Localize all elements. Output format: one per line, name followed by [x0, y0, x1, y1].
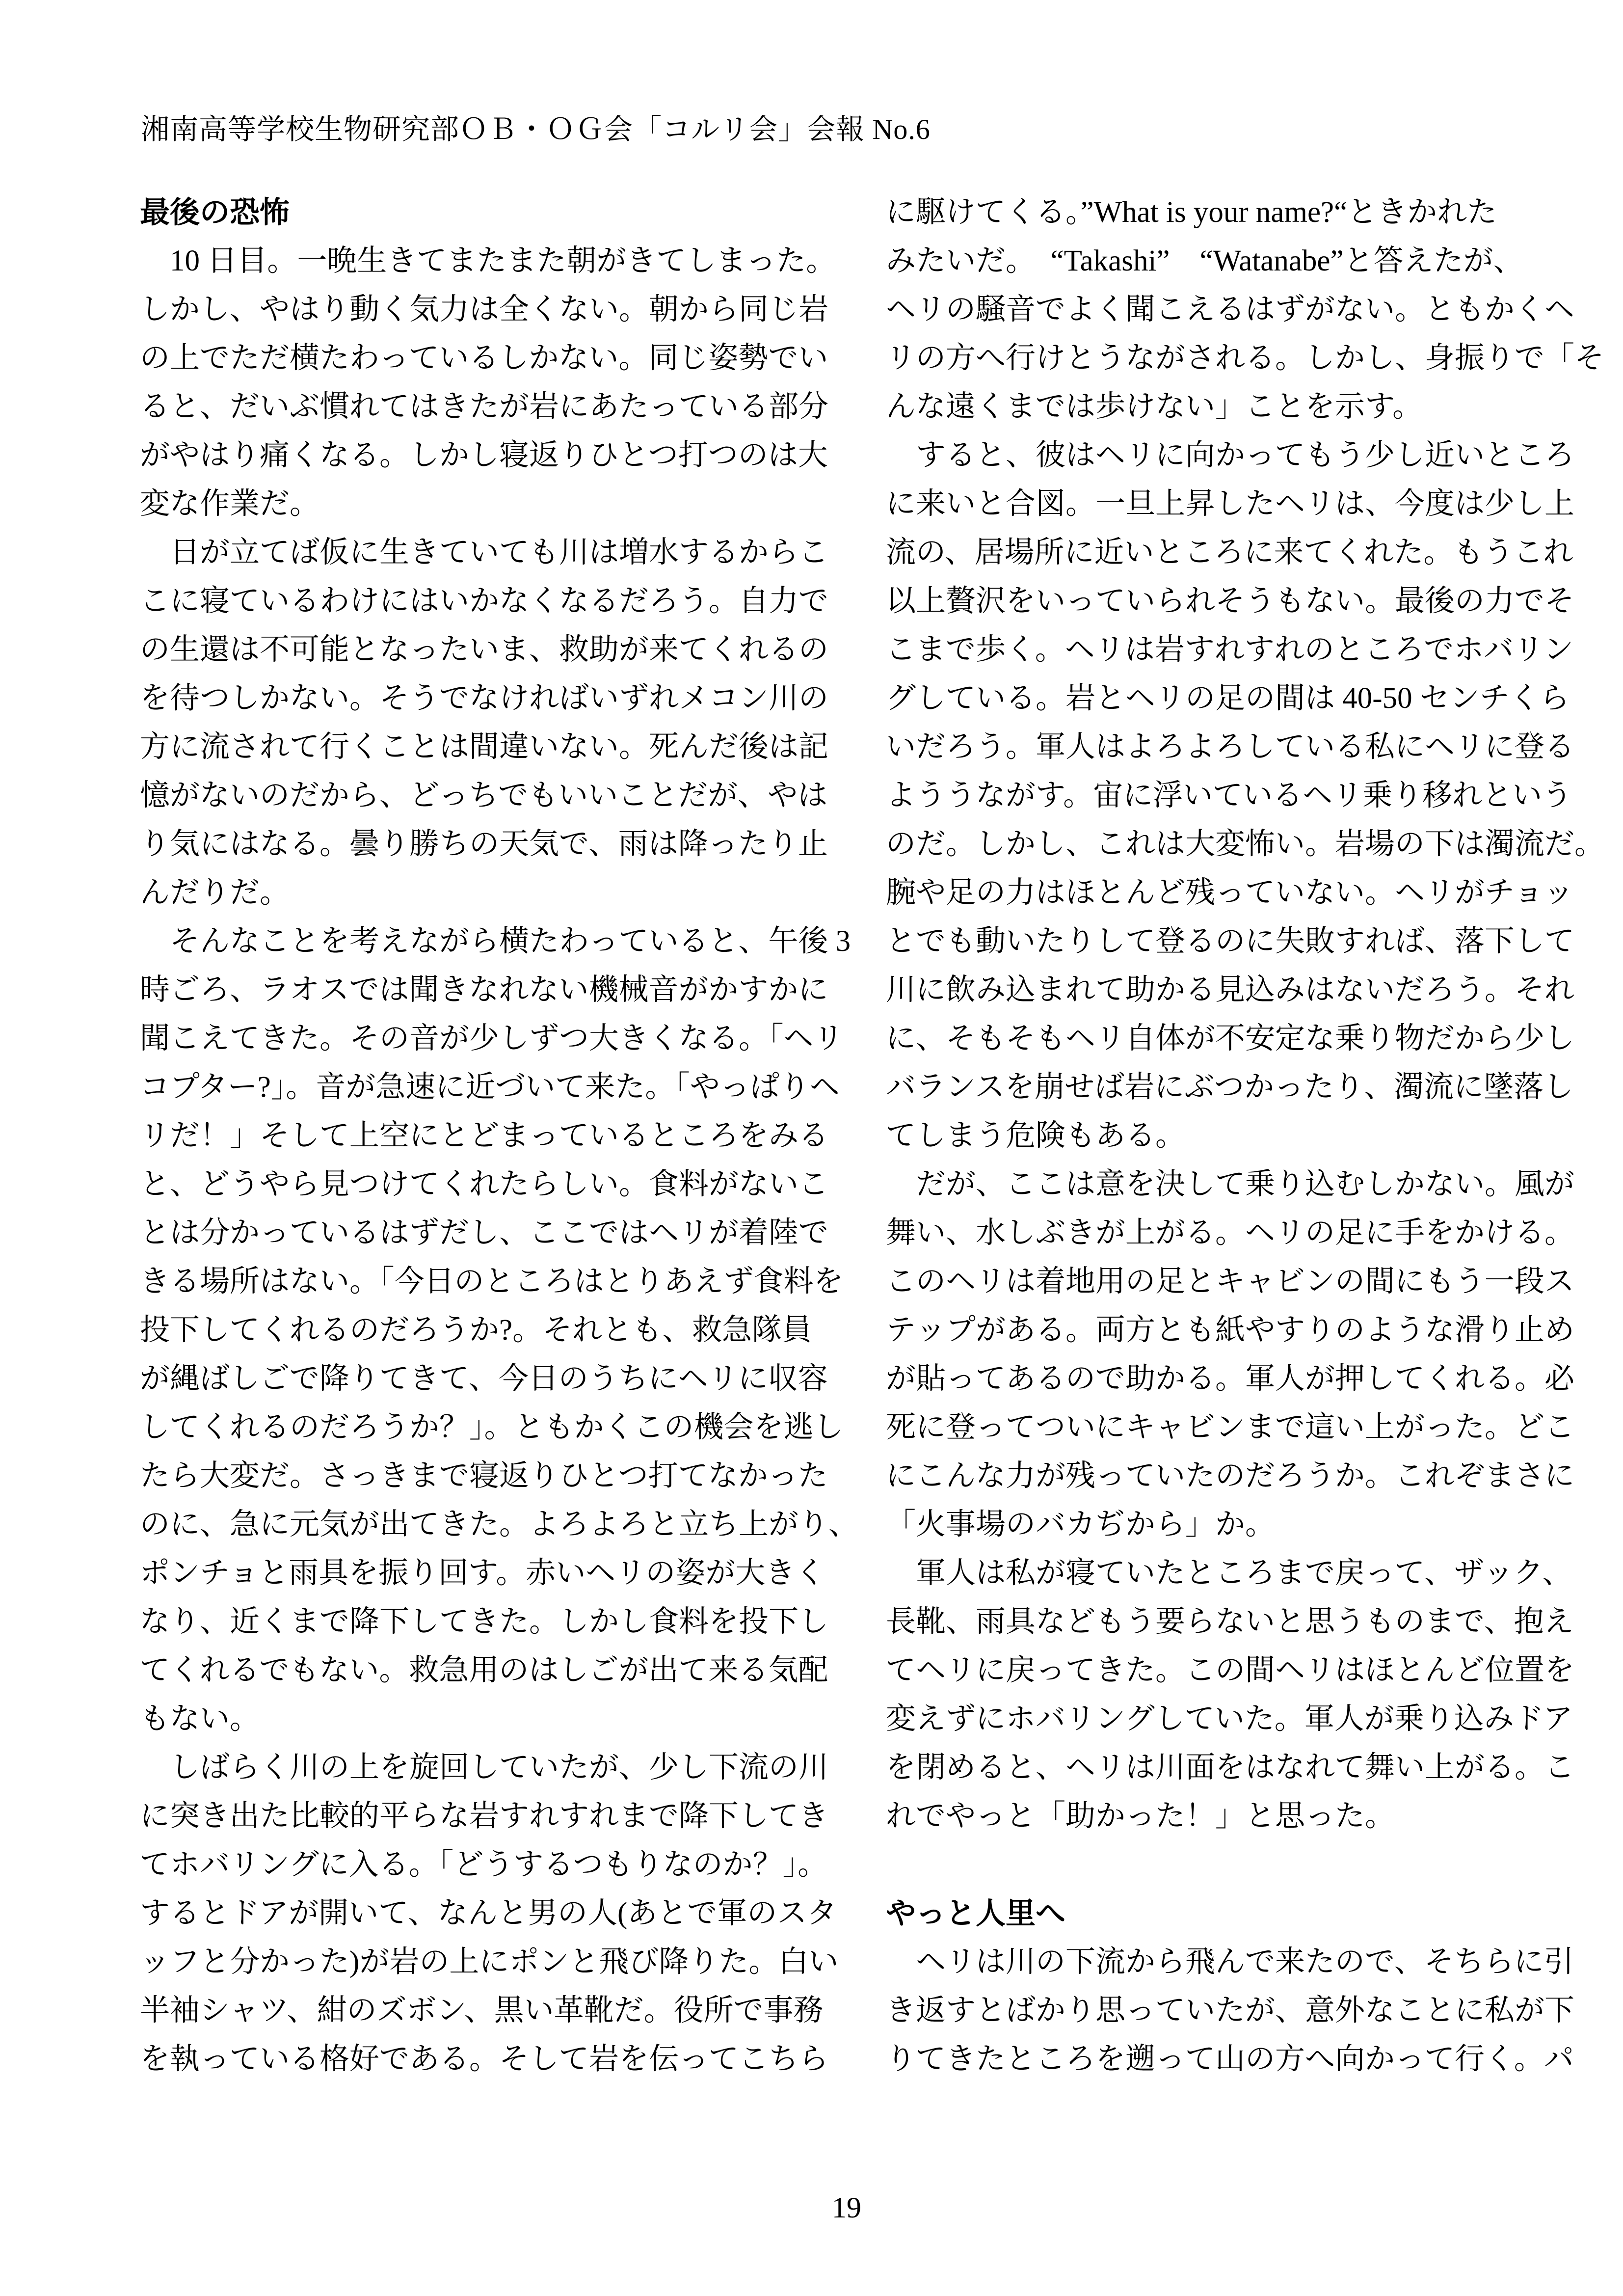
text-line: なり、近くまで降下してきた。しかし食料を投下し	[140, 1605, 829, 1638]
text-line: ると、だいぶ慣れてはきたが岩にあたっている部分	[140, 390, 829, 423]
text-line: れでやっと「助かった！」と思った。	[886, 1800, 1395, 1833]
text-line: ッフと分かった)が岩の上にポンと飛び降りた。白い	[140, 1945, 839, 1978]
text-line: リの方へ行けとうながされる。しかし、身振りで「そ	[886, 342, 1605, 375]
text-line: とでも動いたりして登るのに失敗すれば、落下して	[886, 925, 1575, 958]
text-line: リだ！」そして上空にとどまっているところをみる	[140, 1119, 829, 1152]
text-line: のだ。しかし、これは大変怖い。岩場の下は濁流だ。	[886, 828, 1605, 861]
text-line: たら大変だ。さっきまで寝返りひとつ打てなかった	[140, 1459, 828, 1492]
text-line: 川に飲み込まれて助かる見込みはないだろう。それ	[886, 973, 1575, 1006]
text-line: の上でただ横たわっているしかない。同じ姿勢でい	[140, 342, 828, 375]
right-column	[886, 188, 1605, 2083]
text-line: てしまう危険もある。	[886, 1119, 1186, 1152]
text-line: りてきたところを遡って山の方へ向かって行く。パ	[886, 2043, 1574, 2076]
text-line: ヘリの騒音でよく聞こえるはずがない。ともかくヘ	[886, 293, 1575, 326]
text-line: とは分かっているはずだし、ここではヘリが着陸で	[140, 1216, 829, 1249]
section2-text	[886, 1938, 1583, 2083]
text-line: しばらく川の上を旋回していたが、少し下流の川	[140, 1751, 829, 1784]
text-line: テップがある。両方とも紙やすりのような滑り止め	[886, 1314, 1575, 1347]
text-line: に突き出た比較的平らな岩すれすれまで降下してき	[140, 1800, 829, 1833]
text-line: きる場所はない。「今日のところはとりあえず食料を	[140, 1265, 844, 1298]
text-line: 憶がないのだから、どっちでもいいことだが、やは	[140, 779, 828, 812]
text-line: 長靴、雨具などもう要らないと思うものまで、抱え	[886, 1605, 1574, 1638]
text-line: 聞こえてきた。その音が少しずつ大きくなる。「ヘリ	[140, 1022, 844, 1055]
text-line: 時ごろ、ラオスでは聞きなれない機械音がかすかに	[140, 973, 828, 1006]
text-line: き返すとばかり思っていたが、意外なことに私が下	[886, 1994, 1575, 2027]
text-line: と、どうやら見つけてくれたらしい。食料がないこ	[140, 1168, 829, 1201]
page-header: 湘南高等学校生物研究部ＯＢ・ＯＧ会「コルリ会」会報 No.6	[141, 113, 931, 145]
text-line: が貼ってあるので助かる。軍人が押してくれる。必	[886, 1362, 1575, 1395]
text-line: がやはり痛くなる。しかし寝返りひとつ打つのは大	[140, 439, 828, 472]
text-line: 「火事場のバカぢから」か。	[886, 1508, 1276, 1541]
text-line: 変な作業だ。	[140, 487, 320, 520]
text-line: こまで歩く。ヘリは岩すれすれのところでホバリン	[886, 633, 1574, 666]
text-line: だが、ここは意を決して乗り込むしかない。風が	[886, 1168, 1575, 1201]
blank-row	[886, 1840, 1583, 1889]
text-line: を執っている格好である。そして岩を伝ってこちら	[140, 2043, 829, 2076]
article-body	[140, 188, 1605, 2083]
text-line: 軍人は私が寝ていたところまで戻って、ザック、	[886, 1557, 1572, 1590]
text-line: グしている。岩とヘリの足の間は 40-50 センチくら	[886, 682, 1570, 715]
text-line: 流の、居場所に近いところに来てくれた。もうこれ	[886, 536, 1573, 569]
text-line: を閉めると、ヘリは川面をはなれて舞い上がる。こ	[886, 1751, 1575, 1784]
text-line: 10 日目。一晩生きてまたまた朝がきてしまった。	[140, 244, 836, 277]
right-column-text	[886, 188, 1605, 1840]
section-heading-finally-village: やっと人里へ	[886, 1896, 1066, 1930]
text-line: てくれるでもない。救急用のはしごが出て来る気配	[140, 1654, 828, 1687]
page-number: 19	[832, 2191, 861, 2224]
text-line: り気にはなる。曇り勝ちの天気で、雨は降ったり止	[140, 828, 828, 861]
text-line: するとドアが開いて、なんと男の人(あとで軍のスタ	[140, 1897, 837, 1930]
text-line: のに、急に元気が出てきた。よろよろと立ち上がり、	[140, 1508, 859, 1541]
text-line: そんなことを考えながら横たわっていると、午後 3	[140, 925, 851, 958]
text-line: もない。	[140, 1702, 260, 1735]
text-line: バランスを崩せば岩にぶつかったり、濁流に墜落し	[886, 1071, 1574, 1104]
text-line: みたいだ。 “Takashi” “Watanabe”と答えたが、	[886, 244, 1523, 277]
text-line: の生還は不可能となったいま、救助が来てくれるの	[140, 633, 829, 666]
text-line: 方に流されて行くことは間違いない。死んだ後は記	[140, 730, 829, 763]
text-line: 日が立てば仮に生きていても川は増水するからこ	[140, 536, 829, 569]
text-line: 死に登ってついにキャビンまで這い上がった。どこ	[886, 1411, 1575, 1444]
text-line: にこんな力が残っていたのだろうか。これぞまさに	[886, 1459, 1575, 1492]
text-line: 半袖シャツ、紺のズボン、黒い革靴だ。役所で事務	[140, 1994, 824, 2027]
text-line: が縄ばしごで降りてきて、今日のうちにヘリに収容	[140, 1362, 828, 1395]
text-line: 投下してくれるのだろうか?。それとも、救急隊員	[140, 1314, 812, 1347]
text-line: こに寝ているわけにはいかなくなるだろう。自力で	[140, 585, 829, 618]
text-line: いだろう。軍人はよろよろしている私にヘリに登る	[886, 730, 1575, 763]
text-line: を待つしかない。そうでなければいずれメコン川の	[140, 682, 829, 715]
text-line: 腕や足の力はほとんど残っていない。ヘリがチョッ	[886, 876, 1574, 909]
text-line: てヘリに戻ってきた。この間ヘリはほとんど位置を	[886, 1654, 1575, 1687]
left-column	[140, 188, 859, 2083]
text-line: よううながす。宙に浮いているヘリ乗り移れという	[886, 779, 1572, 812]
left-column-text	[140, 237, 859, 2083]
text-line: コプター?」。音が急速に近づいて来た。「やっぱりヘ	[140, 1071, 840, 1104]
text-line: 舞い、水しぶきが上がる。ヘリの足に手をかける。	[886, 1216, 1575, 1249]
text-line: ポンチョと雨具を振り回す。赤いヘリの姿が大きく	[140, 1557, 825, 1590]
text-line: 以上贅沢をいっていられそうもない。最後の力でそ	[886, 585, 1575, 618]
text-line: に来いと合図。一旦上昇したヘリは、今度は少し上	[886, 487, 1575, 520]
text-line: に、そもそもヘリ自体が不安定な乗り物だから少し	[886, 1022, 1575, 1055]
text-line: に駆けてくる。”What is your name?“ときかれた	[886, 196, 1497, 229]
text-line: んだりだ。	[140, 876, 290, 909]
text-line: んな遠くまでは歩けない」ことを示す。	[886, 390, 1423, 423]
text-line: このヘリは着地用の足とキャビンの間にもう一段ス	[886, 1265, 1575, 1298]
text-line: ヘリは川の下流から飛んで来たので、そちらに引	[886, 1945, 1574, 1978]
text-line: すると、彼はヘリに向かってもう少し近いところ	[886, 439, 1575, 472]
text-line: してくれるのだろうか？」。ともかくこの機会を逃し	[140, 1411, 844, 1444]
text-line: しかし、やはり動く気力は全くない。朝から同じ岩	[140, 293, 829, 326]
text-line: てホバリングに入る。「どうするつもりなのか？」。	[140, 1848, 828, 1881]
text-line: 変えずにホバリングしていた。軍人が乗り込みドア	[886, 1702, 1573, 1735]
section-heading-last-fear: 最後の恐怖	[140, 195, 290, 229]
